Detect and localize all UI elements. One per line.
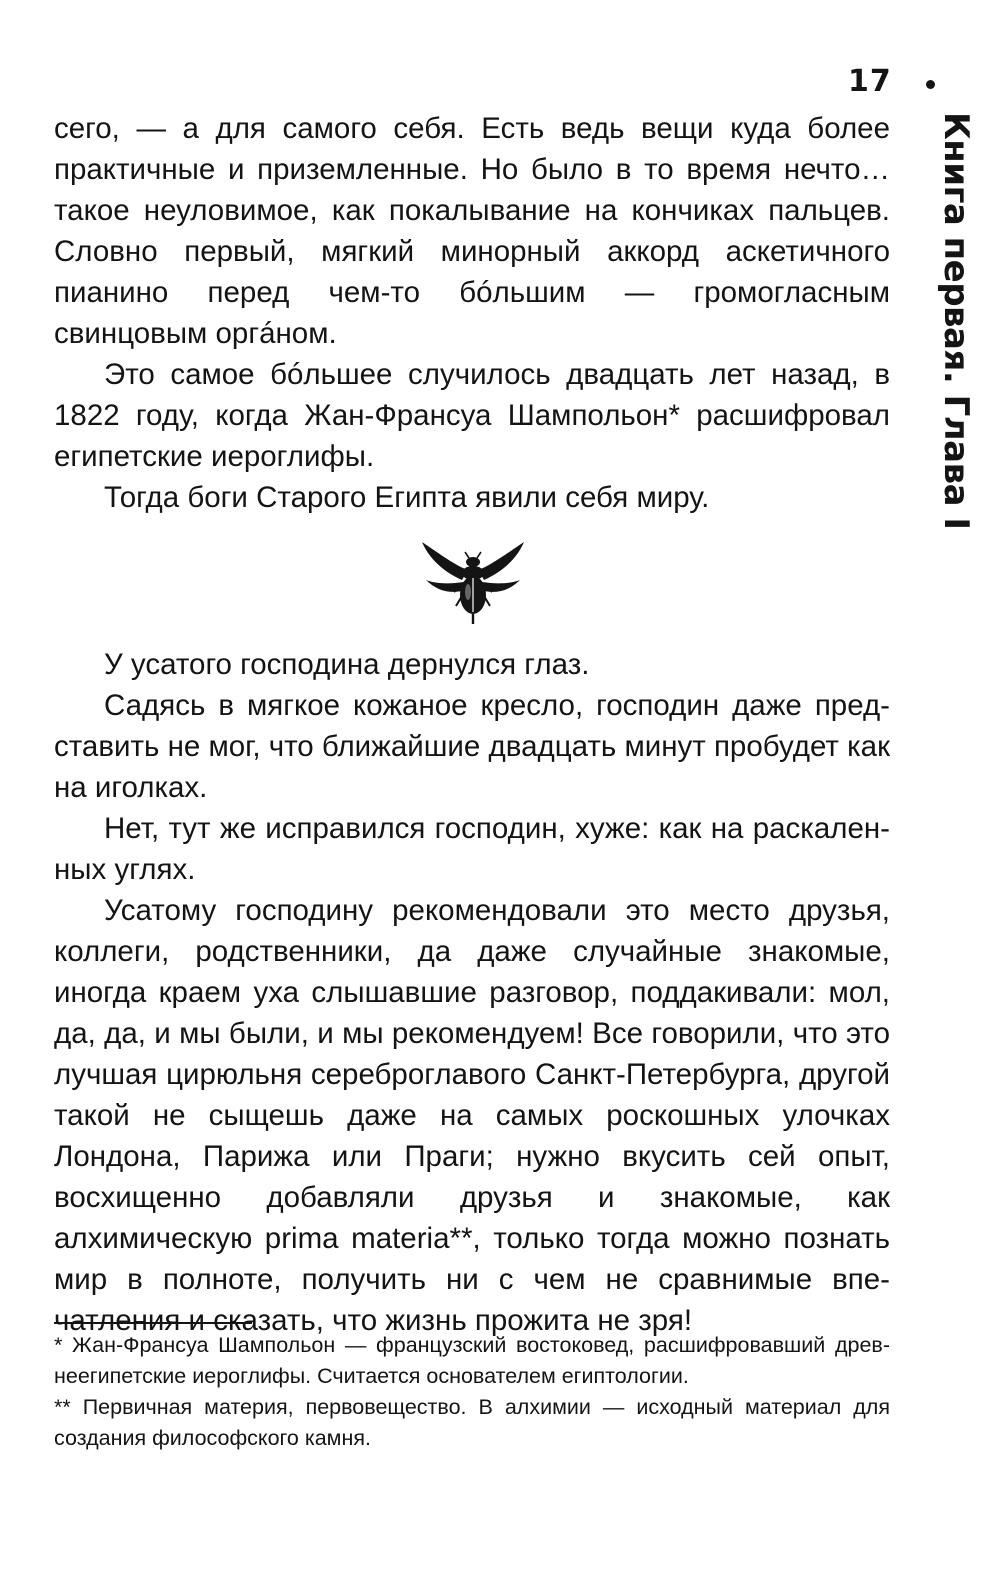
running-head: Книга первая. Глава I xyxy=(936,112,976,530)
paragraph: Садясь в мягкое кожаное кресло, господин даже представить не мог, что ближайшие двадцать минут пробудет как на иголках. xyxy=(54,689,890,804)
footnote: ** Первичная материя, первовещество. В алхимии — исходный материал для создания философского камня. xyxy=(54,1395,890,1450)
footnotes xyxy=(54,1330,890,1454)
paragraph: Это самое бóльшее случилось двадцать лет назад, в 1822 году, когда Жан-Франсуа Шампольон* расшифровал египетские иероглифы. xyxy=(54,358,890,473)
scarab-beetle-icon xyxy=(418,540,528,630)
header-bullet xyxy=(926,80,935,89)
paragraph: У усатого господина дернулся глаз. xyxy=(104,648,590,681)
paragraph: сего, — а для самого себя. Есть ведь вещи куда более практичные и приземленные. Но было в то время нечто… такое неуловимое, как покалывание на кончиках пальцев. Словно первый, мягкий минорный аккорд аскетичного пианино перед чем-то бóльшим — громогласным свинцовым оргáном. xyxy=(54,112,890,350)
paragraph: Нет, тут же исправился господин, хуже: как на раскаленных углях. xyxy=(54,812,890,886)
body-text-section-1 xyxy=(54,108,890,518)
body-text-section-2 xyxy=(54,644,890,1341)
paragraph: Тогда боги Старого Египта явили себя миру. xyxy=(104,481,710,514)
footnote-divider xyxy=(54,1322,252,1324)
footnote: * Жан-Франсуа Шампольон — французский востоковед, расшифровавший древнеегипетские иероглифы. Считается основателем египтологии. xyxy=(54,1333,890,1388)
paragraph: Усатому господину рекомендовали это место друзья, коллеги, родственники, да даже случайные знакомые, иногда краем уха слышавшие разговор, поддакивали: мол, да, да, и мы были, и мы рекомендуем! Все говорили, что это лучшая цирюльня сереброглавого Санкт-Петербурга, другой такой не сыщешь даже на самых роскошных улочках Лондона, Парижа или Праги; нужно вкусить сей опыт, восхищенно добавляли друзья и знакомые, как алхимическую prima materia**, только тогда можно познать мир в полноте, получить ни с чем не сравнимые впечатления и сказать, что жизнь прожита не зря! xyxy=(54,894,890,1337)
page-number: 17 xyxy=(848,64,892,99)
